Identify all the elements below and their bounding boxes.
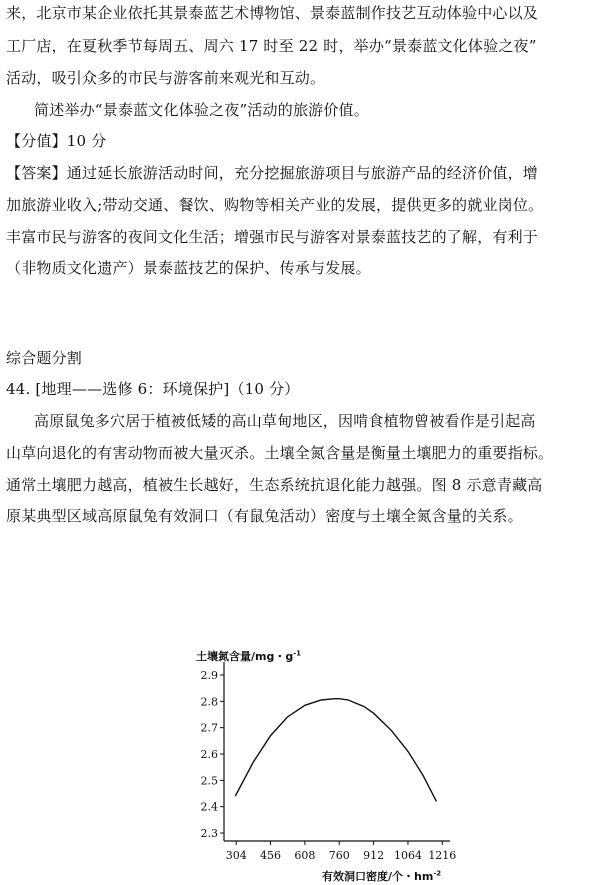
score-text: 【分值】10 分	[6, 132, 107, 150]
paragraph-line: 原某典型区域高原鼠兔有效洞口（有鼠兔活动）密度与土壤全氮含量的关系。	[6, 507, 523, 525]
x-tick-label: 304	[225, 849, 247, 862]
section-heading: 综合题分割	[6, 349, 83, 367]
y-tick-label: 2.8	[200, 695, 218, 709]
paragraph-line: 山草向退化的有害动物而被大量灭杀。土壤全氮含量是衡量土壤肥力的重要指标。	[6, 444, 554, 462]
answer-line: 丰富市民与游客的夜间文化生活；增强市民与游客对景泰蓝技艺的了解，有利于	[6, 228, 539, 246]
question-title: 44. [地理——选修 6：环境保护]（10 分）	[6, 380, 300, 398]
chart-axes	[224, 662, 450, 841]
chart-y-axis-label: 土壤氮含量/mg・$g^{-1}$	[196, 649, 302, 663]
figure-8-chart	[180, 640, 470, 885]
x-tick-label: 456	[260, 849, 282, 862]
x-tick-label: 1064	[393, 849, 422, 862]
y-tick-label: 2.5	[200, 774, 218, 788]
x-tick-label: 912	[363, 849, 385, 862]
y-tick-label: 2.9	[200, 669, 218, 682]
paragraph-line: 通常土壤肥力越高，植被生长越好，生态系统抗退化能力越强。图 8 示意青藏高	[6, 476, 543, 494]
x-tick-label: 760	[328, 849, 350, 862]
x-tick-label: 1216	[428, 849, 457, 862]
answer-line: 【答案】通过延长旅游活动时间，充分挖掘旅游项目与旅游产品的经济价值，增	[6, 164, 539, 182]
text-line: 来，北京市某企业依托其景泰蓝艺术博物馆、景泰蓝制作技艺互动体验中心以及	[6, 4, 539, 22]
text-line: 活动，吸引众多的市民与游客前来观光和互动。	[6, 69, 326, 87]
y-tick-label: 2.6	[200, 748, 218, 761]
question-text: 简述举办“景泰蓝文化体验之夜”活动的旅游价值。	[34, 101, 369, 119]
answer-line: （非物质文化遗产）景泰蓝技艺的保护、传承与发展。	[6, 259, 371, 277]
y-tick-label: 2.3	[200, 827, 218, 840]
y-tick-label: 2.4	[200, 800, 218, 814]
text-line: 工厂店，在夏秋季节每周五、周六 17 时至 22 时，举办“景泰蓝文化体验之夜”	[6, 37, 537, 55]
y-tick-label: 2.7	[200, 721, 218, 735]
answer-line: 加旅游业收入;带动交通、餐饮、购物等相关产业的发展，提供更多的就业岗位。	[6, 196, 544, 214]
chart-y-ticks	[201, 669, 225, 840]
x-tick-label: 608	[294, 849, 316, 862]
chart-series-line	[235, 699, 436, 802]
paragraph-line: 高原鼠兔多穴居于植被低矮的高山草甸地区，因啃食植物曾被看作是引起高	[34, 412, 536, 430]
chart-x-ticks	[226, 841, 457, 862]
chart-svg	[180, 640, 470, 865]
chart-x-axis-label: 有效洞口密度/个・$hm^{-2}$	[322, 869, 442, 883]
